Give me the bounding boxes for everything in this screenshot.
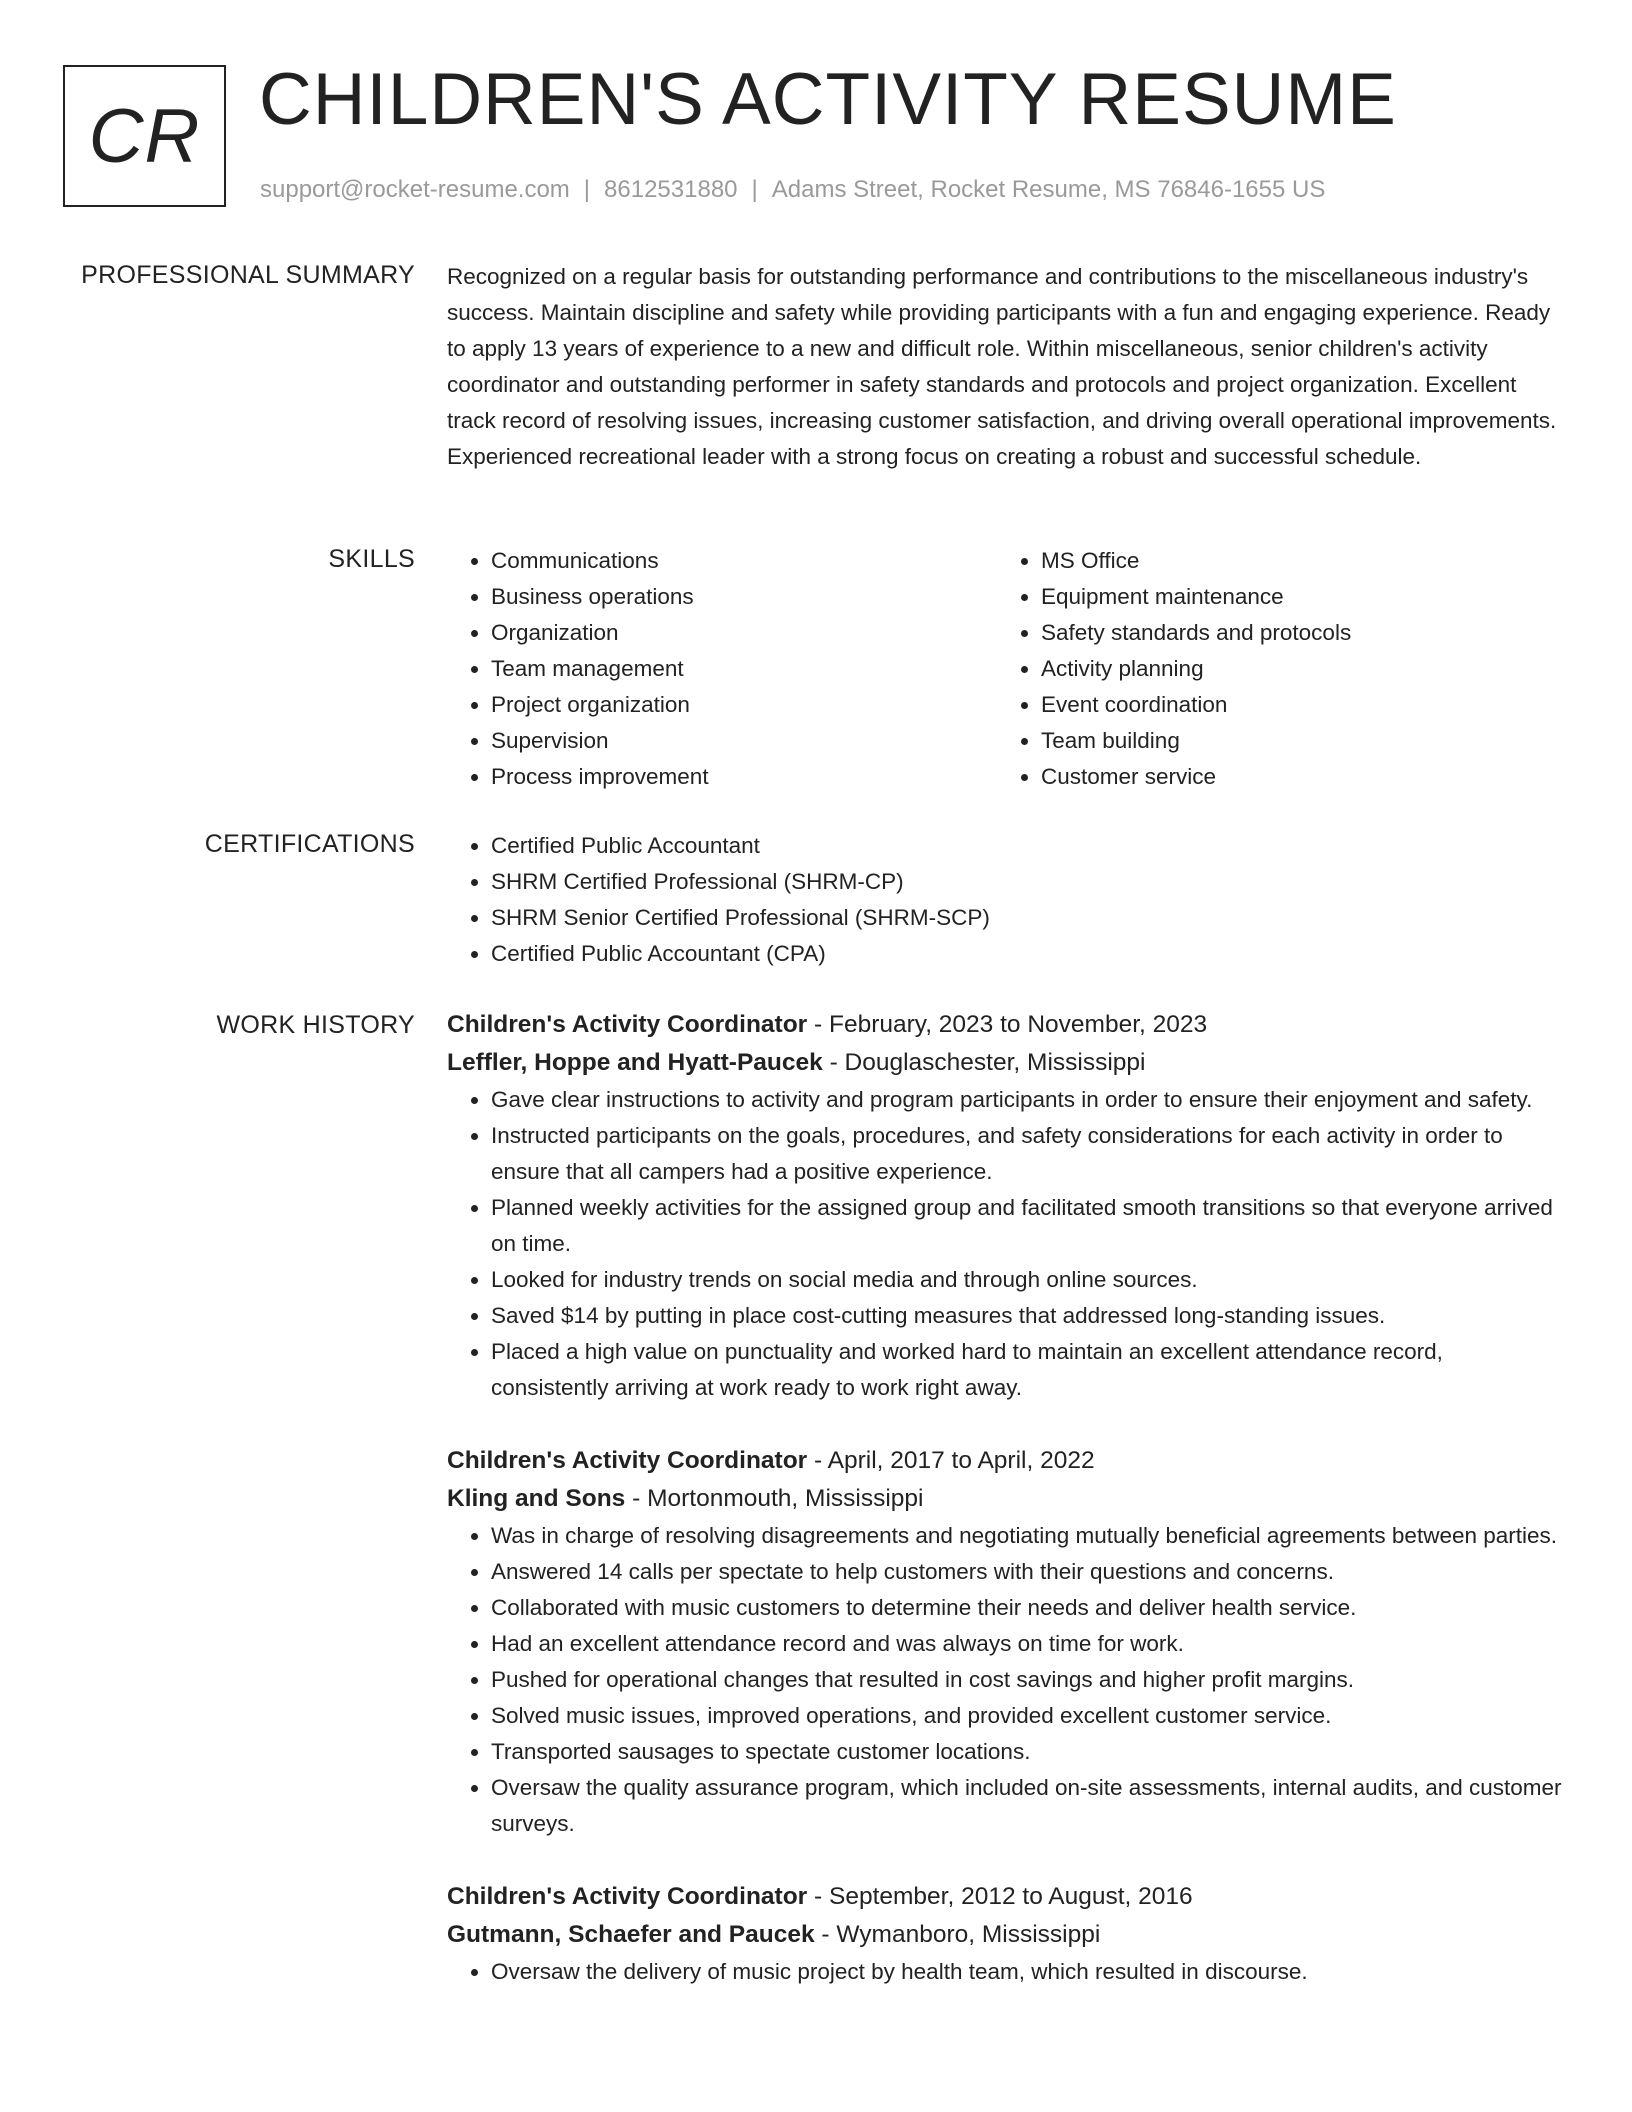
job-bullets xyxy=(447,1954,1562,1990)
job-bullet: • Solved music issues, improved operations, and provided excellent customer service. xyxy=(491,1698,1562,1734)
job-bullet: • Collaborated with music customers to determine their needs and deliver health service. xyxy=(491,1590,1562,1626)
contact-separator: | xyxy=(583,176,591,203)
skill-item: • Communications xyxy=(491,543,997,579)
job-bullet: • Oversaw the quality assurance program, which included on-site assessments, internal audits, and customer surveys. xyxy=(491,1770,1562,1842)
job-bullet: • Transported sausages to spectate customer locations. xyxy=(491,1734,1562,1770)
contact-email: support@rocket-resume.com xyxy=(260,176,570,203)
job-location: - Mortonmouth, Mississippi xyxy=(625,1485,924,1512)
job-title-line xyxy=(447,1878,1562,1916)
monogram-logo: CR xyxy=(63,65,226,207)
skills-heading: SKILLS xyxy=(328,545,415,573)
job-dates: - September, 2012 to August, 2016 xyxy=(807,1883,1193,1910)
job-bullet: • Planned weekly activities for the assigned group and facilitated smooth transitions so that everyone arrived on time. xyxy=(491,1190,1562,1262)
skills-section xyxy=(447,543,1562,795)
job-bullets xyxy=(447,1082,1562,1406)
job-title-line xyxy=(447,1006,1562,1044)
certifications-heading: CERTIFICATIONS xyxy=(204,830,415,858)
skill-item: • Activity planning xyxy=(1041,651,1547,687)
job-title: Children's Activity Coordinator xyxy=(447,1011,808,1038)
summary-section xyxy=(447,259,1562,475)
job-bullet: • Instructed participants on the goals, procedures, and safety considerations for each activity in order to ensure that all campers had a positive experience. xyxy=(491,1118,1562,1190)
contact-separator: | xyxy=(751,176,758,203)
job-company-line xyxy=(447,1480,1562,1518)
certification-item: • SHRM Certified Professional (SHRM-CP) xyxy=(491,864,1562,900)
job-company: Gutmann, Schaefer and Paucek xyxy=(447,1921,815,1948)
job-entry xyxy=(447,1006,1562,1406)
skills-column-left xyxy=(447,543,997,795)
job-bullet: • Oversaw the delivery of music project by health team, which resulted in discourse. xyxy=(491,1954,1562,1990)
job-company-line xyxy=(447,1044,1562,1082)
job-bullet: • Looked for industry trends on social media and through online sources. xyxy=(491,1262,1562,1298)
skill-item: • Project organization xyxy=(491,687,997,723)
job-bullet: • Gave clear instructions to activity and program participants in order to ensure their enjoyment and safety. xyxy=(491,1082,1562,1118)
job-entry xyxy=(447,1878,1562,1990)
job-location: - Wymanboro, Mississippi xyxy=(814,1921,1101,1948)
job-bullet: • Had an excellent attendance record and was always on time for work. xyxy=(491,1626,1562,1662)
contact-line xyxy=(260,175,1325,205)
job-bullet: • Placed a high value on punctuality and worked hard to maintain an excellent attendance record, consistently arriving at work ready to work right away. xyxy=(491,1334,1562,1406)
contact-address: Adams Street, Rocket Resume, MS 76846-1655 US xyxy=(771,176,1326,203)
skill-item: • Process improvement xyxy=(491,759,997,795)
resume-title: CHILDREN'S ACTIVITY RESUME xyxy=(259,59,1397,140)
certification-item: • Certified Public Accountant xyxy=(491,828,1562,864)
job-title-line xyxy=(447,1442,1562,1480)
work-history-heading: WORK HISTORY xyxy=(216,1011,415,1039)
job-company: Kling and Sons xyxy=(447,1485,626,1512)
job-location: - Douglaschester, Mississippi xyxy=(822,1049,1146,1076)
skill-item: • Team management xyxy=(491,651,997,687)
certification-item: • Certified Public Accountant (CPA) xyxy=(491,936,1562,972)
skill-item: • Organization xyxy=(491,615,997,651)
job-bullets xyxy=(447,1518,1562,1842)
job-dates: - April, 2017 to April, 2022 xyxy=(807,1447,1095,1474)
job-bullet: • Pushed for operational changes that resulted in cost savings and higher profit margins. xyxy=(491,1662,1562,1698)
skill-item: • MS Office xyxy=(1041,543,1547,579)
skill-item: • Customer service xyxy=(1041,759,1547,795)
job-company-line xyxy=(447,1916,1562,1954)
job-bullet: • Was in charge of resolving disagreements and negotiating mutually beneficial agreements between parties. xyxy=(491,1518,1562,1554)
certifications-section xyxy=(447,828,1562,972)
job-entry xyxy=(447,1442,1562,1842)
skill-item: • Team building xyxy=(1041,723,1547,759)
skill-item: • Safety standards and protocols xyxy=(1041,615,1547,651)
job-title: Children's Activity Coordinator xyxy=(447,1447,808,1474)
skill-item: • Equipment maintenance xyxy=(1041,579,1547,615)
job-company: Leffler, Hoppe and Hyatt-Paucek xyxy=(447,1049,823,1076)
skill-item: • Supervision xyxy=(491,723,997,759)
skill-item: • Business operations xyxy=(491,579,997,615)
job-bullet: • Saved $14 by putting in place cost-cutting measures that addressed long-standing issues. xyxy=(491,1298,1562,1334)
job-dates: - February, 2023 to November, 2023 xyxy=(807,1011,1208,1038)
skills-column-right xyxy=(997,543,1547,795)
summary-text: Recognized on a regular basis for outstanding performance and contributions to the miscellaneous industry's success. Maintain discipline and safety while providing participants with a fun and engaging experience. Ready to apply 13 years of experience to a new and difficult role. Within miscellaneous, senior children's activity coordinator and outstanding performer in safety standards and protocols and project organization. Excellent track record of resolving issues, increasing customer satisfaction, and driving overall operational improvements. Experienced recreational leader with a strong focus on creating a robust and successful schedule. xyxy=(447,264,1557,469)
job-bullet: • Answered 14 calls per spectate to help customers with their questions and concerns. xyxy=(491,1554,1562,1590)
contact-phone: 8612531880 xyxy=(604,176,738,203)
certification-item: • SHRM Senior Certified Professional (SHRM-SCP) xyxy=(491,900,1562,936)
work-history-section xyxy=(447,1006,1562,2026)
job-title: Children's Activity Coordinator xyxy=(447,1883,808,1910)
summary-heading: PROFESSIONAL SUMMARY xyxy=(81,261,415,289)
skill-item: • Event coordination xyxy=(1041,687,1547,723)
